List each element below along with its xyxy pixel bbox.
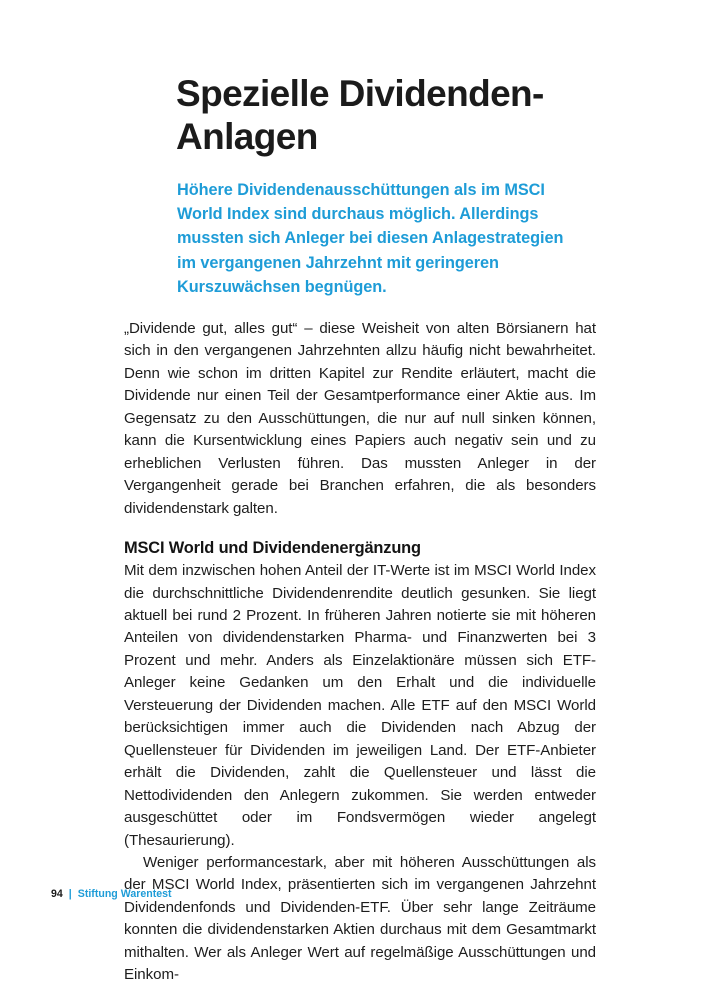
body-text-block [124, 318, 596, 987]
body-paragraph-2: Mit dem inzwischen hohen Anteil der IT-Werte ist im MSCI World Index die durchschnittliche Dividendenrendite deutlich gesunken. Sie liegt aktuell bei rund 2 Prozent. In früheren Jahren notierte sie mit höheren Anteilen von dividendenstarken Pharma- und Finanzwerten bei 3 Prozent und mehr. Anders als Einzelaktionäre müssen sich ETF-Anleger keine Gedanken um den Erhalt und die individuelle Versteuerung der Dividenden machen. Alle ETF auf den MSCI World berücksichtigen immer auch die Dividenden nach Abzug der Quellensteuer für Dividenden im jeweiligen Land. Der ETF-Anbieter erhält die Dividenden, zahlt die Quellensteuer und lässt die Nettodividenden den Anlegern zukommen. Sie werden entweder ausgeschüttet oder im Fondsvermögen wieder angelegt (Thesaurierung). [124, 562, 596, 849]
footer-page-number: 94 [51, 888, 63, 900]
page-title: Spezielle Dividenden-Anlagen [176, 73, 544, 157]
chapter-lead-paragraph: Höhere Dividendenausschüttungen als im MSCI World Index sind durchaus möglich. Allerdings mussten sich Anleger bei diesen Anlagestrategien im vergangenen Jahrzehnt mit geringeren Kurszuwächsen begnügen. [177, 181, 564, 296]
body-paragraph-3: Weniger performancestark, aber mit höheren Ausschüttungen als der MSCI World Index, präsentierten sich im vergangenen Jahrzehnt Dividendenfonds und Dividenden-ETF. Über sehr lange Zeiträume konnten die dividendenstarken Aktien durchaus mit dem Gesamtmarkt mithalten. Wer als Anleger Wert auf regelmäßige Ausschüttungen und Einkom- [124, 853, 596, 984]
footer-publisher: Stiftung Warentest [77, 888, 172, 900]
section-heading-msci-world: MSCI World und Dividendenergänzung [124, 539, 421, 558]
body-paragraph-1: „Dividende gut, alles gut“ – diese Weisheit von alten Börsianern hat sich in den vergangenen Jahrzehnten allzu häufig nicht bewahrheitet. Denn wie schon im dritten Kapitel zur Rendite erläutert, macht die Dividende nur einen Teil der Gesamtperformance einer Aktie aus. Im Gegensatz zu den Ausschüttungen, die nur auf null sinken können, kann die Kursentwicklung eines Papiers auch negativ sein und zu erheblichen Verlusten führen. Das mussten Anleger in der Vergangenheit gerade bei Branchen erfahren, die als besonders dividendenstark galten. [124, 320, 596, 517]
footer-separator: | [68, 888, 72, 900]
page-footer [51, 888, 172, 901]
